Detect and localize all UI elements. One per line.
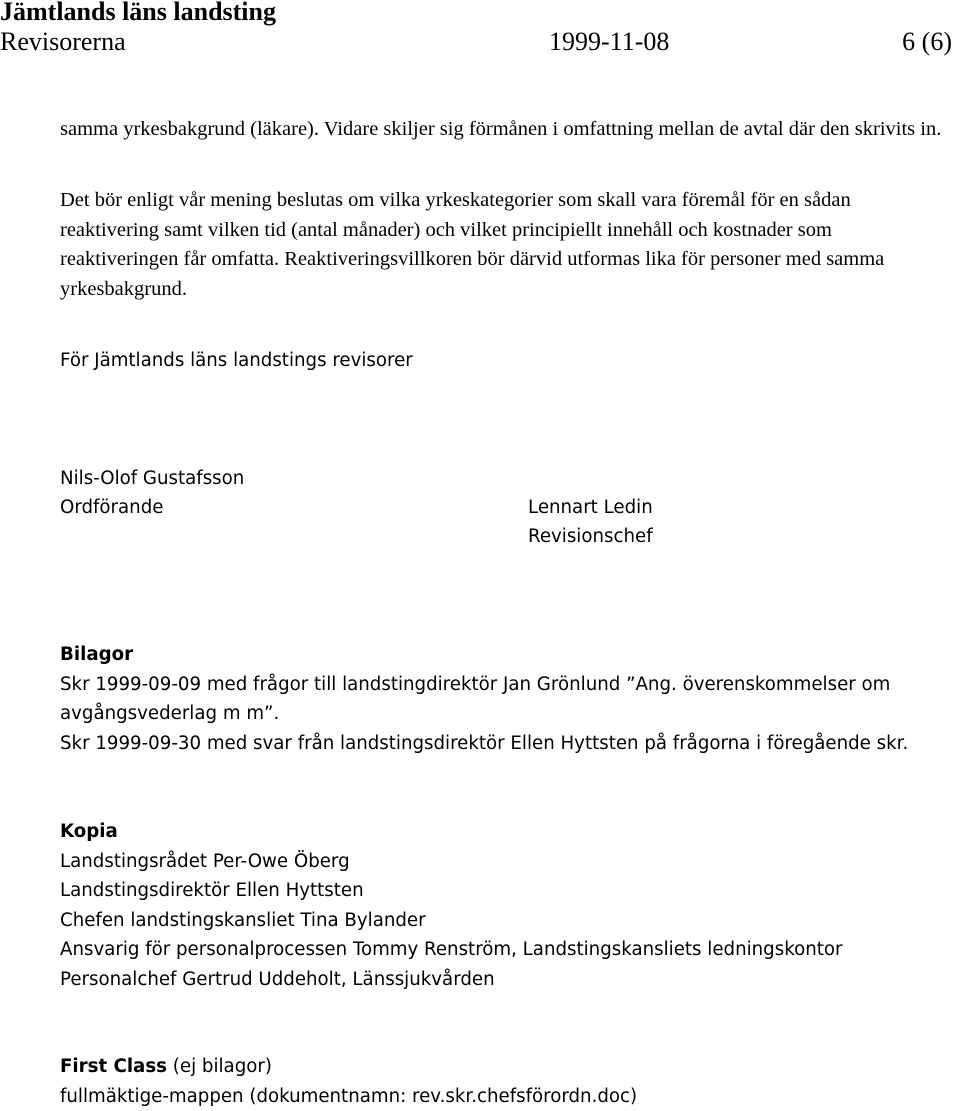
page-number: 6 (6) [902,27,952,56]
distribution-section [60,1052,952,1111]
attachment-item-1: Skr 1999-09-09 med frågor till landstingdirektör Jan Grönlund ”Ang. överenskommelser om avgångsvederlag m m”. [60,673,891,724]
body-paragraph-1: samma yrkesbakgrund (läkare). Vidare skiljer sig förmånen i omfattning mellan de avtal där den skrivits in. [60,118,942,140]
signatory-right-name: Lennart Ledin [528,497,653,518]
copy-recipient: Ansvarig för personalprocessen Tommy Renström, Landstingskansliets ledningskontor [60,939,843,960]
signatory-left-role: Ordförande [60,497,164,518]
distribution-heading: First Class [60,1056,167,1077]
distribution-folder: fullmäktige-mappen (dokumentnamn: rev.skr.chefsförordn.doc) [60,1085,638,1107]
header-row [0,27,952,59]
department-label: Revisorerna [0,27,126,56]
body-paragraph-2: Det bör enligt vår mening beslutas om vilka yrkeskategorier som skall vara föremål för en sådan reaktivering samt vilken tid (antal månader) och vilket principiellt innehåll och kostnader som reaktiveringen får omfatta. Reaktiveringsvillkoren bör därvid utformas lika för personer med samma yrkesbakgrund. [60,189,885,300]
copies-heading: Kopia [60,821,118,842]
document-date: 1999-11-08 [549,27,670,56]
copy-recipient: Landstingsdirektör Ellen Hyttsten [60,880,364,901]
signatory-left-name: Nils-Olof Gustafsson [60,468,245,489]
distribution-line [60,1052,952,1082]
copies-section [60,817,952,994]
copy-recipient: Chefen landstingskansliet Tina Bylander [60,909,426,931]
attachment-item-2: Skr 1999-09-30 med svar från landstingsdirektör Ellen Hyttsten på frågorna i föregående skr. [60,732,909,754]
copy-recipient: Personalchef Gertrud Uddeholt, Länssjukvården [60,968,495,990]
organization-title: Jämtlands läns landsting [0,0,276,26]
closing-line: För Jämtlands läns landstings revisorer [60,350,413,371]
signatory-right-role: Revisionschef [528,526,653,547]
copy-recipient: Landstingsrådet Per-Owe Öberg [60,850,350,872]
distribution-note: (ej bilagor) [167,1056,272,1077]
attachments-heading: Bilagor [60,644,134,665]
attachments-section [60,640,952,758]
